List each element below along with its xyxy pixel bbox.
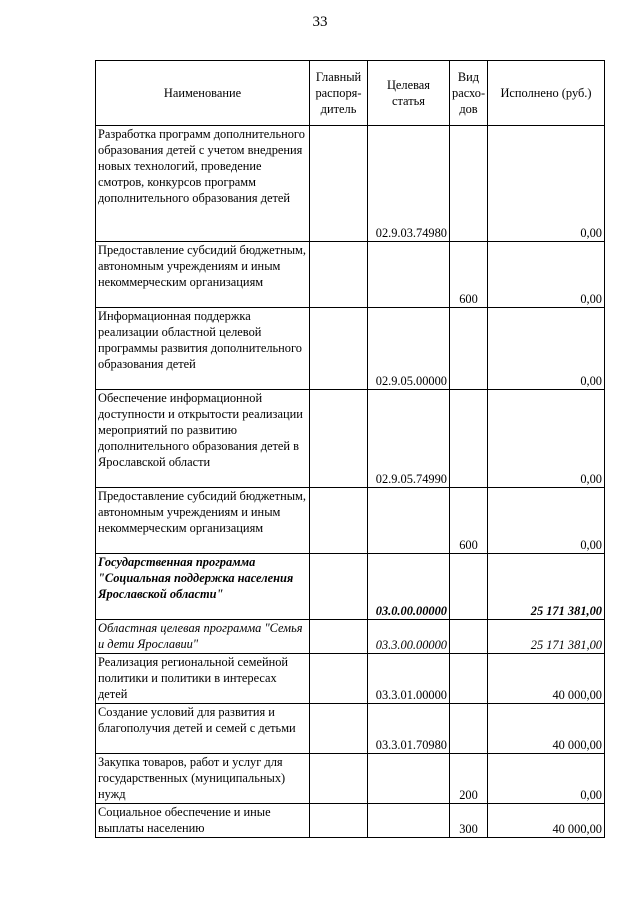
row-manager [310, 704, 368, 754]
row-target: 02.9.05.74990 [368, 390, 450, 488]
row-manager [310, 754, 368, 804]
table-row [96, 620, 605, 654]
row-done: 40 000,00 [488, 654, 605, 704]
row-expense [450, 704, 488, 754]
row-name: Обеспечение информационной доступности и открытости реализации мероприятий по развитию дополнительного образования детей в Ярославской области [96, 390, 310, 488]
row-target: 02.9.05.00000 [368, 308, 450, 390]
row-name: Государственная программа "Социальная поддержка населения Ярославской области" [96, 554, 310, 620]
row-target: 03.0.00.00000 [368, 554, 450, 620]
table-row [96, 754, 605, 804]
table-row [96, 126, 605, 242]
table-row [96, 654, 605, 704]
row-target: 03.3.01.70980 [368, 704, 450, 754]
row-manager [310, 804, 368, 838]
row-name: Информационная поддержка реализации областной целевой программы развития дополнительного образования детей [96, 308, 310, 390]
table-row [96, 308, 605, 390]
row-name: Разработка программ дополнительного образования детей с учетом внедрения новых технологий, проведение смотров, конкурсов программ дополнительного образования детей [96, 126, 310, 242]
table-row [96, 242, 605, 308]
row-target [368, 754, 450, 804]
row-manager [310, 620, 368, 654]
header-done: Исполнено (руб.) [488, 61, 605, 126]
row-target: 03.3.01.00000 [368, 654, 450, 704]
row-done: 0,00 [488, 242, 605, 308]
row-name: Реализация региональной семейной политики и политики в интересах детей [96, 654, 310, 704]
row-target [368, 242, 450, 308]
row-name: Закупка товаров, работ и услуг для государственных (муниципальных) нужд [96, 754, 310, 804]
row-manager [310, 654, 368, 704]
row-expense: 300 [450, 804, 488, 838]
row-done: 0,00 [488, 488, 605, 554]
row-expense [450, 390, 488, 488]
table-row [96, 390, 605, 488]
budget-table [95, 60, 605, 838]
table-row [96, 704, 605, 754]
row-manager [310, 390, 368, 488]
row-target [368, 804, 450, 838]
row-expense: 600 [450, 488, 488, 554]
row-done: 0,00 [488, 126, 605, 242]
row-name: Областная целевая программа "Семья и дети Ярославии" [96, 620, 310, 654]
row-name: Социальное обеспечение и иные выплаты населению [96, 804, 310, 838]
row-done: 40 000,00 [488, 704, 605, 754]
row-done: 40 000,00 [488, 804, 605, 838]
header-expense: Вид расхо-дов [450, 61, 488, 126]
row-expense [450, 126, 488, 242]
row-name: Создание условий для развития и благополучия детей и семей с детьми [96, 704, 310, 754]
row-target: 03.3.00.00000 [368, 620, 450, 654]
row-target [368, 488, 450, 554]
row-done: 0,00 [488, 308, 605, 390]
row-manager [310, 126, 368, 242]
row-name: Предоставление субсидий бюджетным, автономным учреждениям и иным некоммерческим организациям [96, 488, 310, 554]
row-manager [310, 308, 368, 390]
row-manager [310, 242, 368, 308]
row-done: 25 171 381,00 [488, 620, 605, 654]
row-expense [450, 620, 488, 654]
page-number: 33 [312, 14, 328, 30]
row-name: Предоставление субсидий бюджетным, автономным учреждениям и иным некоммерческим организациям [96, 242, 310, 308]
table-row [96, 554, 605, 620]
row-target: 02.9.03.74980 [368, 126, 450, 242]
table-header-row [96, 61, 605, 126]
row-manager [310, 488, 368, 554]
row-expense: 600 [450, 242, 488, 308]
row-expense [450, 554, 488, 620]
row-done: 0,00 [488, 390, 605, 488]
header-name: Наименование [96, 61, 310, 126]
row-expense [450, 654, 488, 704]
table-row [96, 804, 605, 838]
header-manager: Главный распоря-дитель [310, 61, 368, 126]
row-done: 0,00 [488, 754, 605, 804]
row-expense [450, 308, 488, 390]
header-target: Целевая статья [368, 61, 450, 126]
table-row [96, 488, 605, 554]
row-manager [310, 554, 368, 620]
row-expense: 200 [450, 754, 488, 804]
row-done: 25 171 381,00 [488, 554, 605, 620]
